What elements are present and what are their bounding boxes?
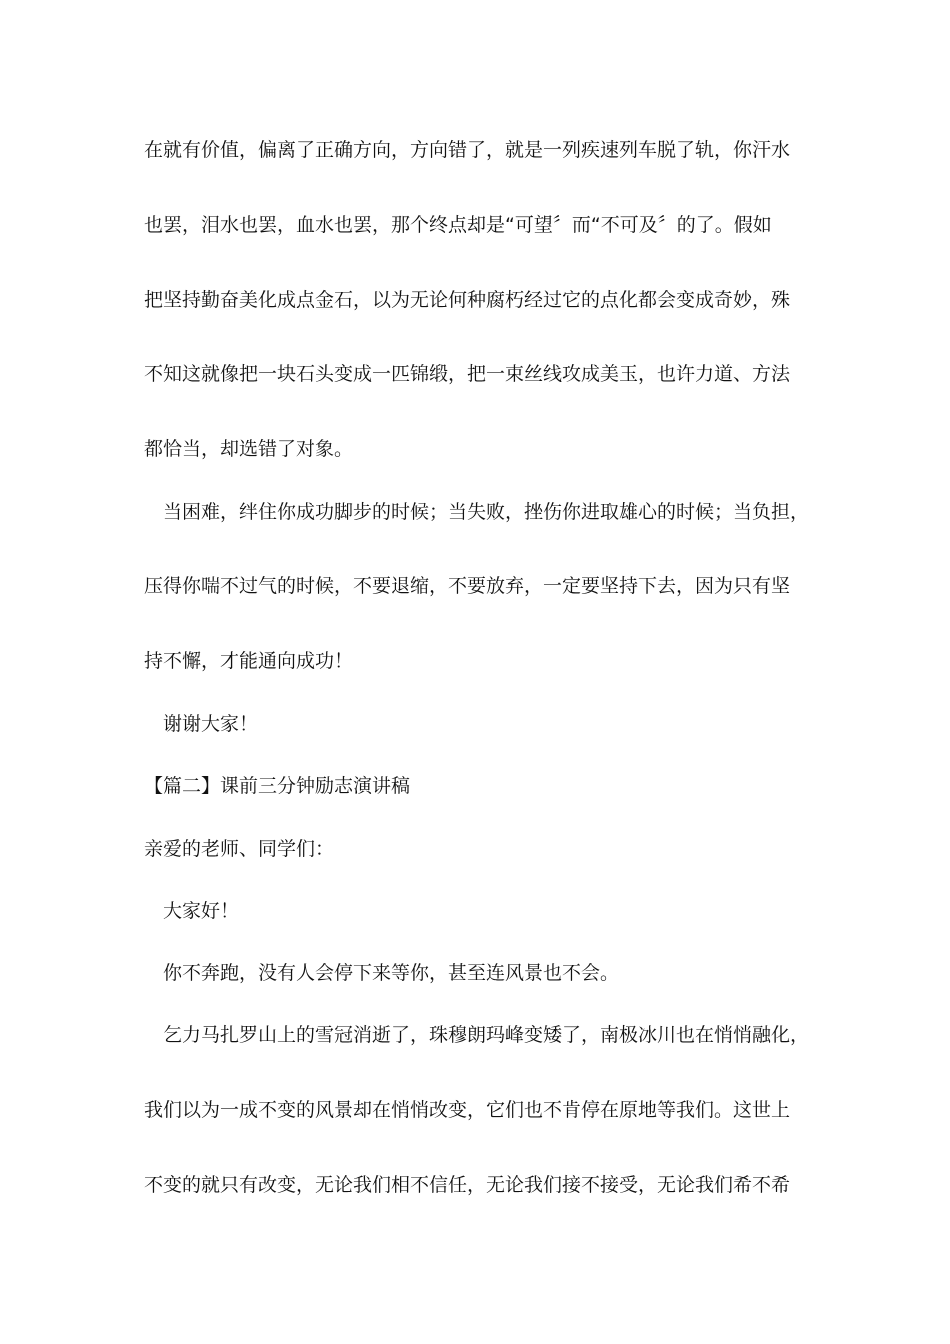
- text-line-4: 不知这就像把一块石头变成一匹锦缎，把一束丝线攻成美玉，也许力道、方法: [144, 363, 791, 385]
- text-line-8: 持不懈，才能通向成功！: [144, 650, 354, 672]
- salutation: 亲爱的老师、同学们：: [144, 838, 335, 860]
- text-line-3: 把坚持勤奋美化成点金石，以为无论何种腐朽经过它的点化都会变成奇妙，殊: [144, 289, 791, 311]
- text-line-16: 不变的就只有改变，无论我们相不信任，无论我们接不接受，无论我们希不希: [144, 1174, 791, 1196]
- greeting: 大家好！: [144, 900, 240, 922]
- text-line-6: 当困难，绊住你成功脚步的时候；当失败，挫伤你进取雄心的时候；当负担，: [144, 501, 810, 523]
- text-line-1: 在就有价值，偏离了正确方向，方向错了，就是一列疾速列车脱了轨，你汗水: [144, 139, 791, 161]
- text-line-2: 也罢，泪水也罢，血水也罢，那个终点却是“可望〞而“不可及〞的了。假如: [144, 214, 772, 236]
- text-line-5: 都恰当，却选错了对象。: [144, 438, 354, 460]
- text-line-14: 乞力马扎罗山上的雪冠消逝了，珠穆朗玛峰变矮了，南极冰川也在悄悄融化，: [144, 1024, 810, 1046]
- text-line-9: 谢谢大家！: [144, 713, 259, 735]
- text-line-15: 我们以为一成不变的风景却在悄悄改变，它们也不肯停在原地等我们。这世上: [144, 1099, 791, 1121]
- text-line-13: 你不奔跑，没有人会停下来等你，甚至连风景也不会。: [144, 962, 620, 984]
- text-line-7: 压得你喘不过气的时候，不要退缩，不要放弃，一定要坚持下去，因为只有坚: [144, 575, 791, 597]
- section-heading: 【篇二】课前三分钟励志演讲稿: [144, 775, 411, 797]
